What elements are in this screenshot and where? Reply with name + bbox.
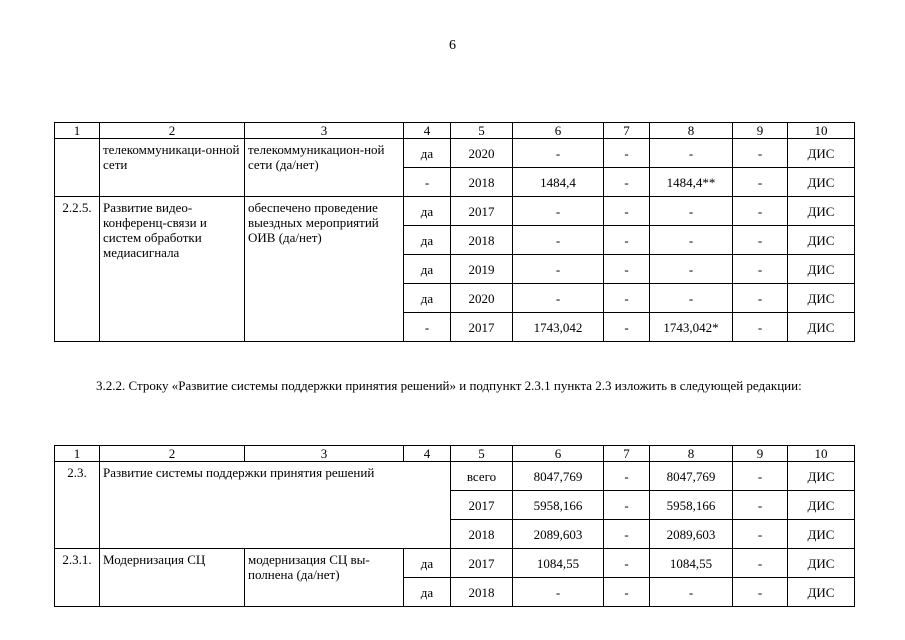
table-cell: ДИС [788,139,855,168]
table-cell: 1084,55 [650,549,733,578]
item-indicator: модернизация СЦ вы-полнена (да/нет) [245,549,404,607]
table-cell: - [733,578,788,607]
item-number: 2.3.1. [55,549,100,607]
column-number: 3 [245,446,404,462]
table-cell: да [404,549,451,578]
table-cell: 2017 [451,197,513,226]
table-cell: 8047,769 [650,462,733,491]
table-cell: - [650,284,733,313]
table-cell: - [604,462,650,491]
table-cell: ДИС [788,168,855,197]
table-cell: - [650,578,733,607]
column-number: 6 [513,123,604,139]
item-indicator: обеспечено проведение выездных мероприятий ОИВ (да/нет) [245,197,404,342]
table-cell: - [604,520,650,549]
column-number: 9 [733,446,788,462]
table-cell: ДИС [788,197,855,226]
table-cell: - [733,226,788,255]
table-cell: да [404,578,451,607]
table-cell: - [733,168,788,197]
table-row [55,549,855,578]
table-cell: - [604,491,650,520]
page-number: 6 [449,38,456,53]
item-number [55,139,100,197]
table-cell: - [404,313,451,342]
column-number: 1 [55,123,100,139]
table-cell: всего [451,462,513,491]
table-cell: 2018 [451,168,513,197]
table-cell: да [404,139,451,168]
item-indicator: телекоммуникацион-ной сети (да/нет) [245,139,404,197]
table-cell: - [733,549,788,578]
column-number: 2 [100,446,245,462]
table-cell: - [650,139,733,168]
instruction-paragraph: 3.2.2. Строку «Развитие системы поддержки принятия решений» и подпункт 2.3.1 пункта 2.3 изложить в следующей редакции: [96,378,802,393]
column-number-row [55,123,855,139]
table-row [55,139,855,168]
table-cell: - [513,197,604,226]
table-cell: ДИС [788,255,855,284]
table-cell: да [404,284,451,313]
column-number: 5 [451,123,513,139]
table-cell: - [604,168,650,197]
item-number: 2.3. [55,462,100,549]
column-number: 10 [788,446,855,462]
table-cell: 1484,4** [650,168,733,197]
table-cell: - [733,462,788,491]
table-cell: - [604,139,650,168]
table-cell: ДИС [788,549,855,578]
item-name: Развитие видео-конференц-связи и систем обработки медиасигнала [100,197,245,342]
table-cell: 1743,042* [650,313,733,342]
table-cell: 2017 [451,491,513,520]
table-cell: 1743,042 [513,313,604,342]
table-cell: - [513,578,604,607]
column-number: 4 [404,446,451,462]
table-cell: - [513,284,604,313]
table-cell: 2089,603 [650,520,733,549]
table-cell: - [513,226,604,255]
table-cell: ДИС [788,284,855,313]
table-row [55,197,855,226]
table-cell: 5958,166 [650,491,733,520]
table-cell: 8047,769 [513,462,604,491]
table-cell: - [650,226,733,255]
item-name: Модернизация СЦ [100,549,245,607]
table-cell: ДИС [788,520,855,549]
column-number: 10 [788,123,855,139]
table-cell: 2020 [451,284,513,313]
column-number: 7 [604,446,650,462]
table-cell: - [733,139,788,168]
table-cell: 2018 [451,226,513,255]
table-cell: 2089,603 [513,520,604,549]
table-cell: да [404,226,451,255]
table-cell: 1484,4 [513,168,604,197]
table-cell: - [733,255,788,284]
table-cell: 2017 [451,313,513,342]
table-cell: - [404,168,451,197]
table-row [55,462,855,491]
column-number: 8 [650,446,733,462]
item-name: Развитие системы поддержки принятия решений [100,462,451,549]
column-number: 1 [55,446,100,462]
table-cell: 2020 [451,139,513,168]
table-cell: - [650,255,733,284]
column-number: 3 [245,123,404,139]
table-cell: - [604,255,650,284]
table-cell: - [733,520,788,549]
column-number: 8 [650,123,733,139]
table-cell: ДИС [788,313,855,342]
table-cell: - [733,284,788,313]
table-cell: - [733,197,788,226]
column-number-row [55,446,855,462]
table-cell: - [604,226,650,255]
column-number: 9 [733,123,788,139]
table-cell: 2017 [451,549,513,578]
table-cell: - [733,491,788,520]
budget-table-continued [54,122,855,342]
table-cell: ДИС [788,462,855,491]
table-cell: да [404,255,451,284]
table-cell: 1084,55 [513,549,604,578]
table-cell: 2018 [451,578,513,607]
table-cell: - [604,549,650,578]
table-cell: - [604,284,650,313]
table-cell: - [513,255,604,284]
table-cell: - [604,313,650,342]
table-cell: 5958,166 [513,491,604,520]
table-cell: ДИС [788,491,855,520]
item-name: телекоммуникаци-онной сети [100,139,245,197]
table-cell: ДИС [788,578,855,607]
column-number: 6 [513,446,604,462]
table-cell: 2019 [451,255,513,284]
table-cell: да [404,197,451,226]
decision-support-table [54,445,855,607]
table-cell: - [733,313,788,342]
table-cell: - [604,578,650,607]
column-number: 7 [604,123,650,139]
column-number: 5 [451,446,513,462]
table-cell: ДИС [788,226,855,255]
table-cell: - [513,139,604,168]
item-number: 2.2.5. [55,197,100,342]
column-number: 4 [404,123,451,139]
column-number: 2 [100,123,245,139]
table-cell: 2018 [451,520,513,549]
table-cell: - [650,197,733,226]
table-cell: - [604,197,650,226]
